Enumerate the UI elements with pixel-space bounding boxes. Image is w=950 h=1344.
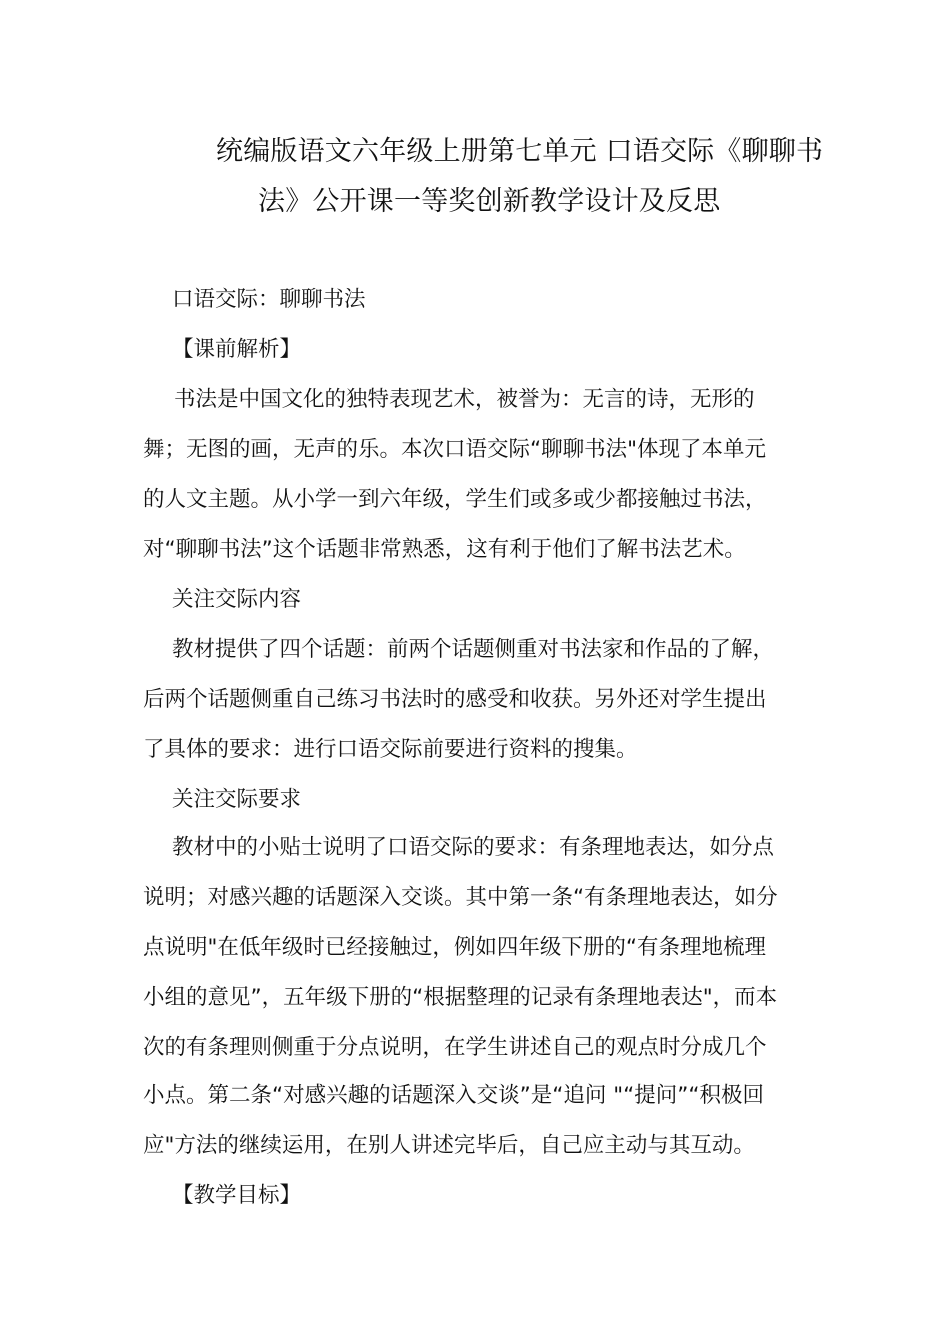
paragraph-3-line-2: 说明；对感兴趣的话题深入交谈。其中第一条“有条理地表达，如分	[143, 885, 778, 910]
paragraph-3-line-7: 应"方法的继续运用，在别人讲述完毕后，自己应主动与其互动。	[143, 1133, 755, 1158]
section-heading-preclass: 【课前解析】	[172, 337, 302, 362]
document-title-line-1: 统编版语文六年级上册第七单元 口语交际《聊聊书	[216, 136, 824, 167]
heading-content: 关注交际内容	[172, 587, 302, 612]
paragraph-1-line-4: 对“聊聊书法”这个话题非常熟悉，这有利于他们了解书法艺术。	[143, 537, 746, 562]
paragraph-2-line-1: 教材提供了四个话题：前两个话题侧重对书法家和作品的了解，	[172, 637, 775, 662]
paragraph-3-line-6: 小点。第二条“对感兴趣的话题深入交谈”是“追问 "“提问”“积极回	[143, 1083, 765, 1108]
paragraph-1-line-1: 书法是中国文化的独特表现艺术，被誉为：无言的诗，无形的	[174, 387, 755, 412]
paragraph-3-line-3: 点说明"在低年级时已经接触过，例如四年级下册的“有条理地梳理	[143, 935, 767, 960]
paragraph-3-line-5: 次的有条理则侧重于分点说明，在学生讲述自己的观点时分成几个	[143, 1035, 767, 1060]
paragraph-2-line-2: 后两个话题侧重自己练习书法时的感受和收获。另外还对学生提出	[143, 687, 767, 712]
paragraph-2-line-3: 了具体的要求：进行口语交际前要进行资料的搜集。	[143, 737, 638, 762]
paragraph-1-line-3: 的人文主题。从小学一到六年级，学生们或多或少都接触过书法，	[143, 487, 767, 512]
heading-requirements: 关注交际要求	[172, 787, 302, 812]
paragraph-3-line-4: 小组的意见”，五年级下册的“根据整理的记录有条理地表达"，而本	[143, 985, 778, 1010]
paragraph-3-line-1: 教材中的小贴士说明了口语交际的要求：有条理地表达，如分点	[172, 835, 775, 860]
subtitle: 口语交际：聊聊书法	[172, 287, 366, 312]
section-heading-goals: 【教学目标】	[172, 1183, 302, 1208]
document-title-line-2: 法》公开课一等奖创新教学设计及反思	[258, 186, 721, 217]
paragraph-1-line-2: 舞；无图的画，无声的乐。本次口语交际“聊聊书法"体现了本单元	[143, 437, 767, 462]
